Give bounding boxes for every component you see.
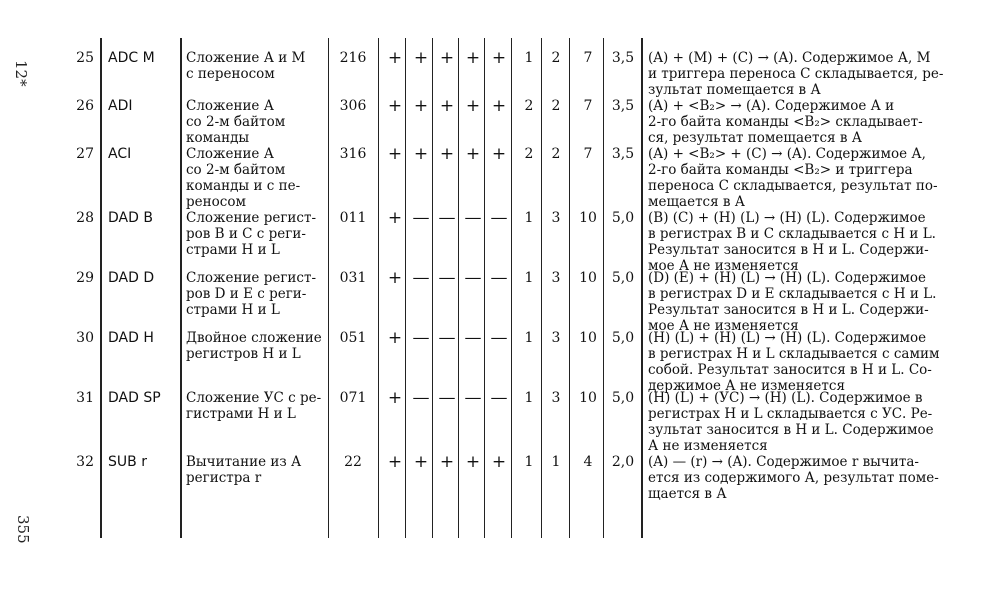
flag-cell: + [439, 96, 455, 116]
row-number: 29 [76, 270, 94, 286]
byte-count: 2 [524, 146, 534, 162]
row-number: 26 [76, 98, 94, 114]
operation-name-line: со 2-м байтом [186, 114, 286, 130]
margin-signature-mark: 12* [12, 60, 30, 87]
column-rule [180, 38, 182, 538]
flag-cell: + [465, 452, 481, 472]
mnemonic: DAD D [108, 270, 155, 286]
description-line: зультат помещается в А [648, 82, 821, 98]
flag-cell: — [464, 388, 482, 408]
flag-cell: + [465, 48, 481, 68]
operation-name-line: регистра r [186, 470, 262, 486]
flag-cell: + [491, 452, 507, 472]
execution-time: 3,5 [611, 146, 635, 162]
operation-name-line: Двойное сложение [186, 330, 322, 346]
flag-cell: + [387, 96, 403, 116]
byte-count: 1 [524, 210, 534, 226]
operation-name-line: Сложение А [186, 146, 274, 162]
opcode: 22 [344, 454, 362, 470]
tick-count: 7 [583, 50, 593, 66]
description-line: (H) (L) + (H) (L) → (H) (L). Содержимое [648, 330, 927, 346]
description-line: мое А не изменяется [648, 258, 799, 274]
flag-cell: + [413, 144, 429, 164]
flag-cell: — [490, 388, 508, 408]
execution-time: 3,5 [611, 50, 635, 66]
description-line: (A) — (r) → (A). Содержимое r вычита- [648, 454, 919, 470]
cycle-count: 2 [551, 98, 561, 114]
cycle-count: 3 [551, 330, 561, 346]
tick-count: 10 [579, 390, 597, 406]
execution-time: 5,0 [611, 390, 635, 406]
operation-name-line: реносом [186, 194, 246, 210]
flag-cell: — [464, 208, 482, 228]
byte-count: 1 [524, 270, 534, 286]
operation-name [186, 330, 322, 362]
description [648, 454, 939, 502]
flag-cell: — [464, 268, 482, 288]
flag-cell: + [387, 452, 403, 472]
flag-cell: — [412, 328, 430, 348]
description-line: в регистрах Н и L складывается с самим [648, 346, 940, 362]
flag-cell: — [438, 388, 456, 408]
description-line: переноса С складывается, результат по- [648, 178, 938, 194]
description-line: и триггера переноса С складывается, ре- [648, 66, 944, 82]
flag-cell: — [412, 268, 430, 288]
mnemonic: ADC M [108, 50, 155, 66]
description-line: держимое А не изменяется [648, 378, 845, 394]
operation-name [186, 98, 285, 146]
description-line: (H) (L) + (УС) → (H) (L). Содержимое в [648, 390, 923, 406]
row-number: 32 [76, 454, 94, 470]
operation-name-line: гистрами Н и L [186, 406, 296, 422]
description-line: собой. Результат заносится в Н и L. Со- [648, 362, 932, 378]
flag-cell: + [491, 144, 507, 164]
flag-cell: + [413, 96, 429, 116]
row-number: 28 [76, 210, 94, 226]
opcode: 216 [339, 50, 367, 66]
operation-name [186, 50, 305, 82]
flag-cell: + [491, 48, 507, 68]
byte-count: 1 [524, 330, 534, 346]
operation-name [186, 454, 301, 486]
mnemonic: SUB r [108, 454, 147, 470]
mnemonic: ACI [108, 146, 132, 162]
description-line: 2-го байта команды <B₂> и триггера [648, 162, 913, 178]
description-line: в регистрах D и Е складывается с Н и L. [648, 286, 937, 302]
operation-name [186, 210, 316, 258]
description-line: (B) (C) + (H) (L) → (H) (L). Содержимое [648, 210, 926, 226]
operation-name-line: страми Н и L [186, 302, 280, 318]
mnemonic: ADI [108, 98, 133, 114]
mnemonic: DAD H [108, 330, 154, 346]
flag-cell: — [412, 388, 430, 408]
execution-time: 5,0 [611, 330, 635, 346]
opcode: 011 [339, 210, 367, 226]
flag-cell: + [465, 96, 481, 116]
execution-time: 5,0 [611, 210, 635, 226]
flag-cell: + [439, 452, 455, 472]
flag-cell: — [438, 268, 456, 288]
description-line: Результат заносится в Н и L. Содержи- [648, 242, 929, 258]
description [648, 98, 923, 146]
description-line: Результат заносится в Н и L. Содержи- [648, 302, 929, 318]
opcode: 306 [339, 98, 367, 114]
column-rule [641, 38, 643, 538]
description-line: А не изменяется [648, 438, 768, 454]
row-number: 25 [76, 50, 94, 66]
operation-name [186, 390, 321, 422]
flag-cell: — [464, 328, 482, 348]
opcode: 051 [339, 330, 367, 346]
flag-cell: + [439, 48, 455, 68]
mnemonic: DAD B [108, 210, 153, 226]
execution-time: 2,0 [611, 454, 635, 470]
flag-cell: + [491, 96, 507, 116]
flag-cell: — [490, 328, 508, 348]
byte-count: 1 [524, 50, 534, 66]
flag-cell: + [413, 48, 429, 68]
flag-cell: + [387, 48, 403, 68]
flag-cell: + [387, 388, 403, 408]
description [648, 330, 939, 394]
cycle-count: 3 [551, 210, 561, 226]
column-rule [100, 38, 102, 538]
operation-name-line: команды и с пе- [186, 178, 301, 194]
operation-name-line: со 2-м байтом [186, 162, 286, 178]
description-line: (A) + <B₂> → (A). Содержимое А и [648, 98, 895, 114]
description [648, 146, 938, 210]
description-line: в регистрах В и С складывается с Н и L. [648, 226, 936, 242]
description-line: мещается в А [648, 194, 746, 210]
description-line: мое А не изменяется [648, 318, 799, 334]
cycle-count: 3 [551, 390, 561, 406]
row-number: 27 [76, 146, 94, 162]
description-line: ется из содержимого А, результат поме- [648, 470, 939, 486]
cycle-count: 3 [551, 270, 561, 286]
flag-cell: + [465, 144, 481, 164]
flag-cell: — [438, 208, 456, 228]
operation-name-line: регистров Н и L [186, 346, 301, 362]
opcode: 031 [339, 270, 367, 286]
description-line: щается в А [648, 486, 727, 502]
tick-count: 10 [579, 270, 597, 286]
cycle-count: 1 [551, 454, 561, 470]
cycle-count: 2 [551, 146, 561, 162]
operation-name [186, 270, 316, 318]
flag-cell: + [439, 144, 455, 164]
operation-name-line: команды [186, 130, 250, 146]
description-line: 2-го байта команды <B₂> складывает- [648, 114, 923, 130]
mnemonic: DAD SP [108, 390, 161, 406]
operation-name-line: Сложение А [186, 98, 274, 114]
tick-count: 10 [579, 330, 597, 346]
tick-count: 10 [579, 210, 597, 226]
operation-name-line: Сложение А и М [186, 50, 306, 66]
operation-name-line: страми Н и L [186, 242, 280, 258]
operation-name-line: Сложение регист- [186, 210, 317, 226]
flag-cell: — [438, 328, 456, 348]
description-line: регистрах Н и L складывается с УС. Ре- [648, 406, 933, 422]
operation-name-line: Вычитание из А [186, 454, 302, 470]
description-line: зультат заносится в Н и L. Содержимое [648, 422, 934, 438]
tick-count: 4 [583, 454, 593, 470]
description-line: (A) + <B₂> + (C) → (A). Содержимое А, [648, 146, 926, 162]
flag-cell: + [387, 144, 403, 164]
operation-name [186, 146, 300, 210]
description [648, 50, 943, 98]
flag-cell: — [490, 268, 508, 288]
operation-name-line: Сложение УС с ре- [186, 390, 322, 406]
column-rule [328, 38, 329, 538]
flag-cell: + [413, 452, 429, 472]
flag-cell: + [387, 208, 403, 228]
byte-count: 1 [524, 390, 534, 406]
flag-cell: — [412, 208, 430, 228]
operation-name-line: ров D и Е с реги- [186, 286, 307, 302]
description [648, 390, 934, 454]
opcode: 316 [339, 146, 367, 162]
cycle-count: 2 [551, 50, 561, 66]
row-number: 31 [76, 390, 94, 406]
operation-name-line: с переносом [186, 66, 275, 82]
byte-count: 2 [524, 98, 534, 114]
description-line: ся, результат помещается в А [648, 130, 862, 146]
description-line: (D) (E) + (H) (L) → (H) (L). Содержимое [648, 270, 927, 286]
flag-cell: + [387, 268, 403, 288]
description-line: (A) + (M) + (C) → (A). Содержимое А, М [648, 50, 931, 66]
tick-count: 7 [583, 146, 593, 162]
flag-cell: — [490, 208, 508, 228]
byte-count: 1 [524, 454, 534, 470]
page-number: 355 [14, 515, 32, 544]
description [648, 210, 936, 274]
description [648, 270, 936, 334]
opcode: 071 [339, 390, 367, 406]
column-rule [378, 38, 379, 538]
row-number: 30 [76, 330, 94, 346]
operation-name-line: Сложение регист- [186, 270, 317, 286]
execution-time: 3,5 [611, 98, 635, 114]
execution-time: 5,0 [611, 270, 635, 286]
tick-count: 7 [583, 98, 593, 114]
operation-name-line: ров В и С с реги- [186, 226, 306, 242]
flag-cell: + [387, 328, 403, 348]
